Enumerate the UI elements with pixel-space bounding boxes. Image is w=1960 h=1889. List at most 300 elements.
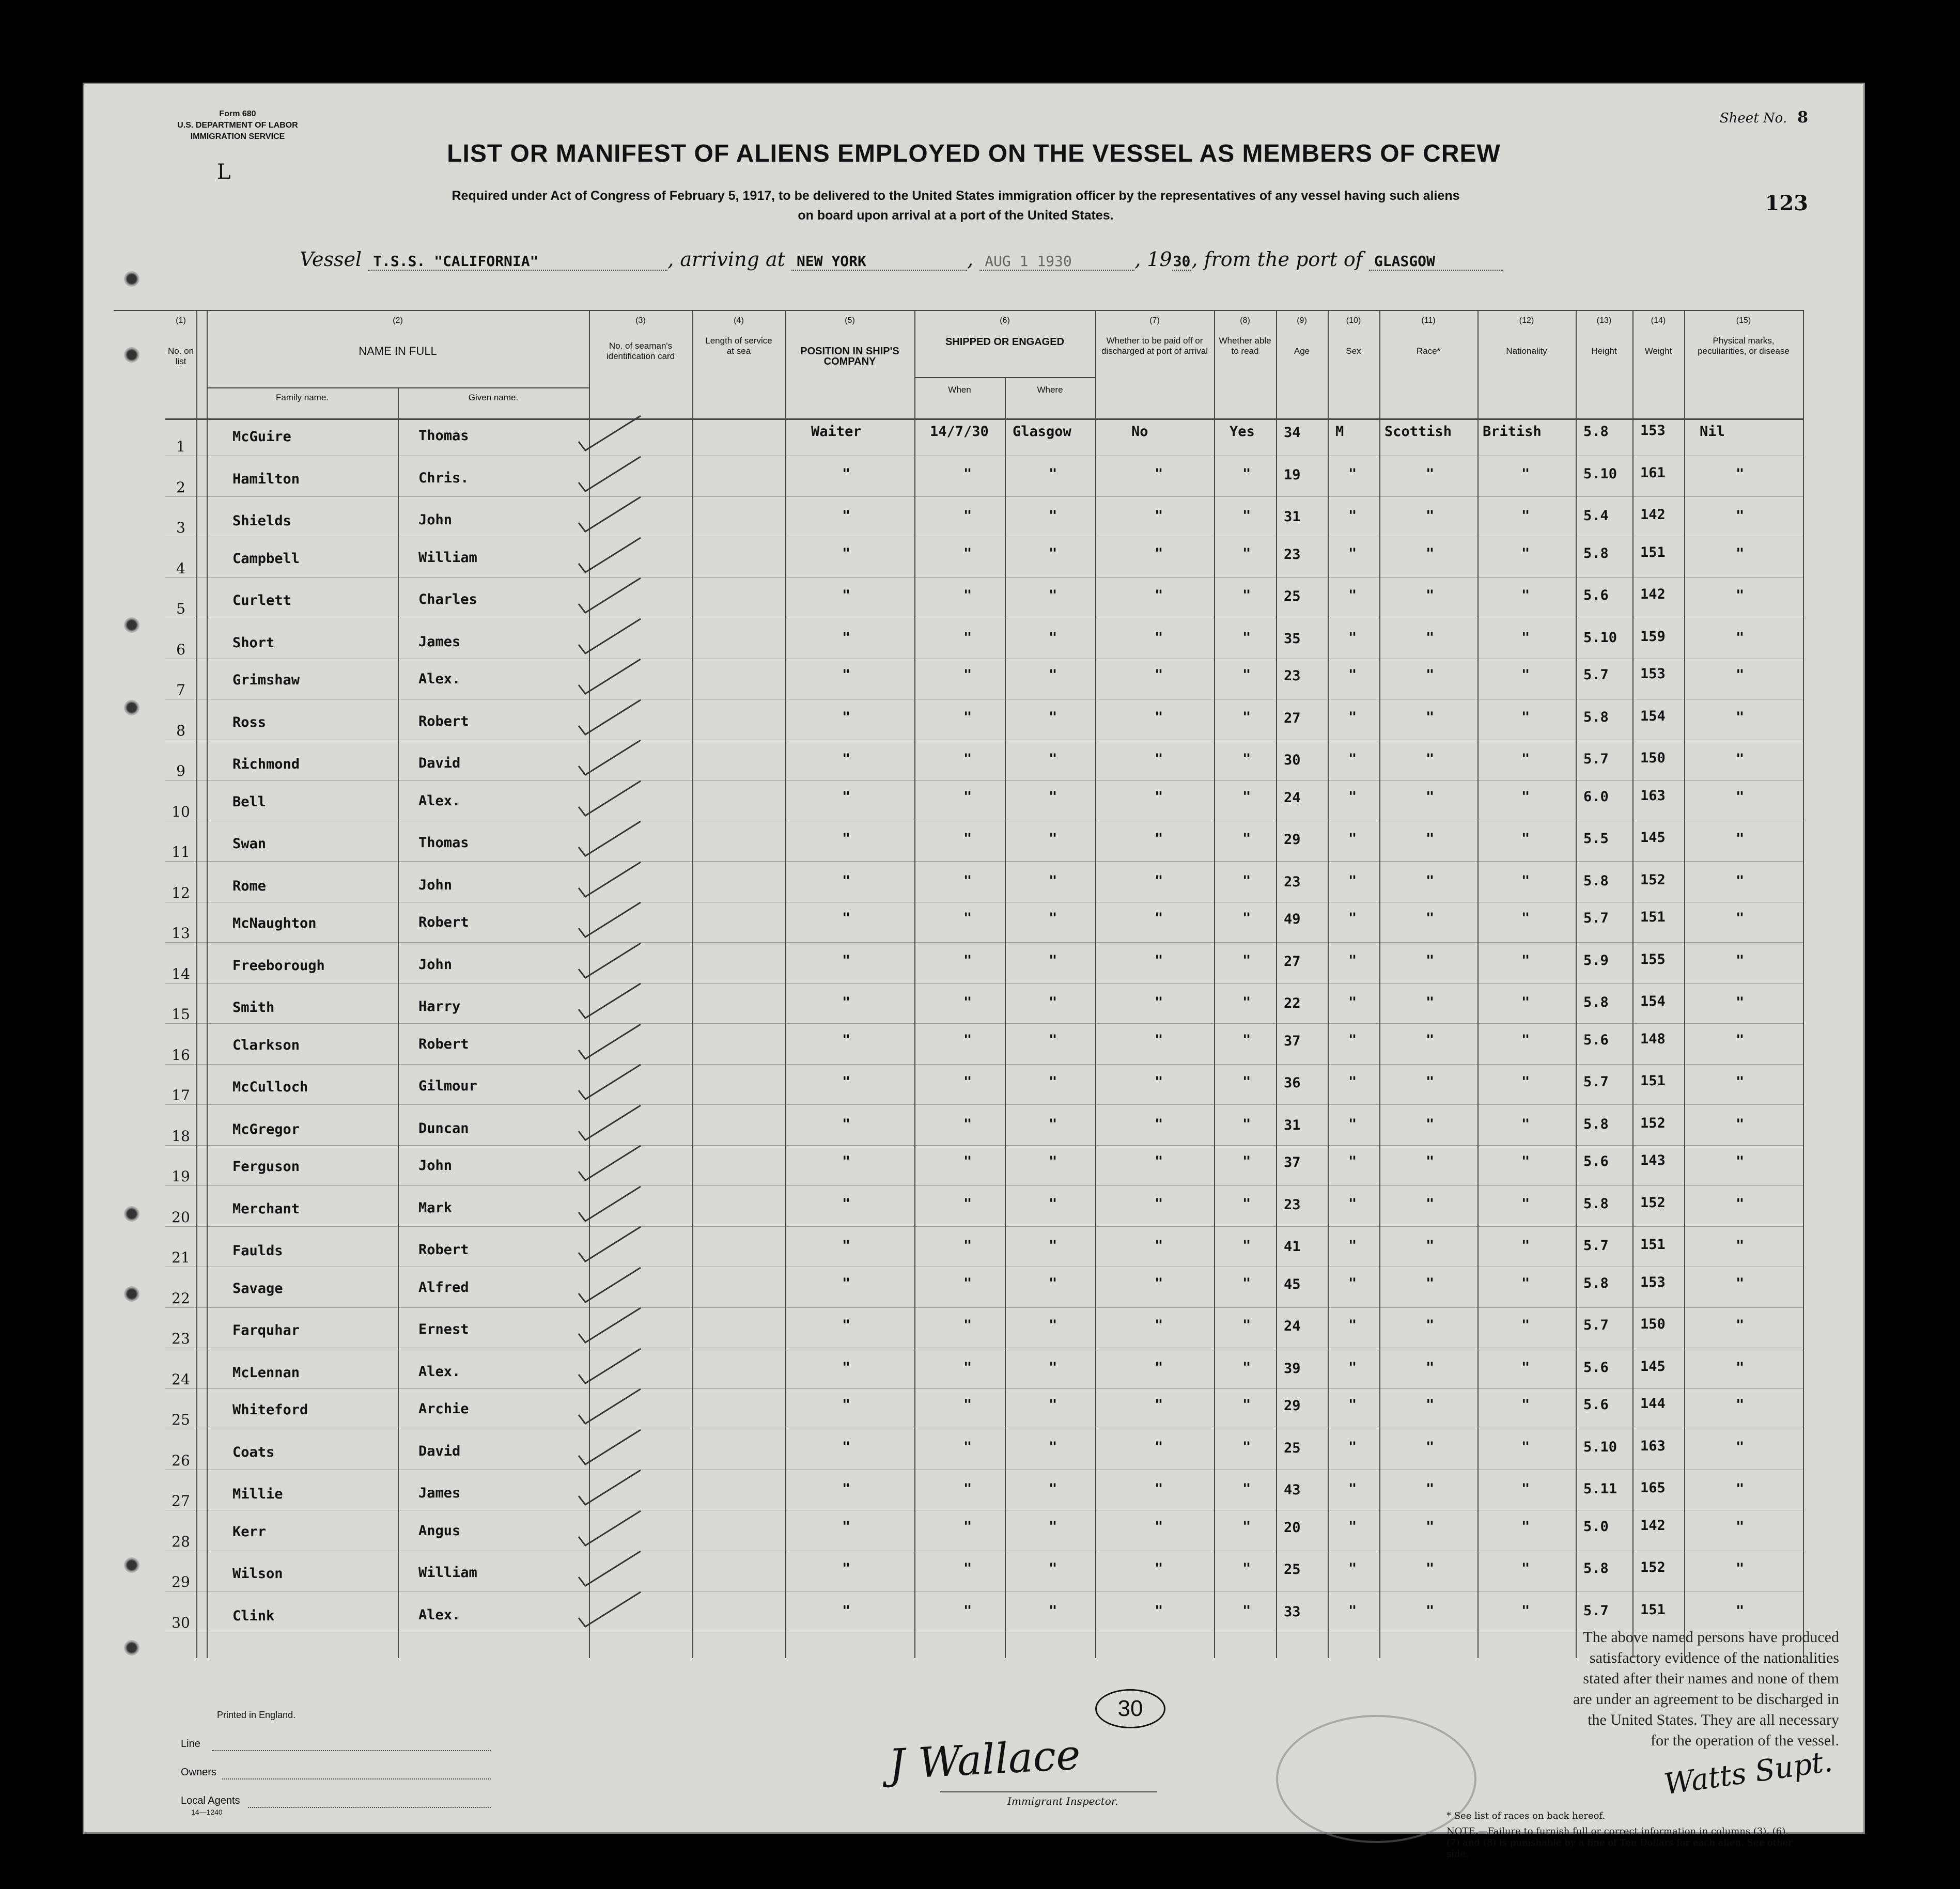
family-name: Grimshaw [232,672,300,688]
where-value: " [1049,1397,1057,1413]
weight-value: 151 [1640,1237,1666,1253]
when-value: " [963,1397,972,1413]
row-number: 22 [172,1289,190,1307]
position-value: " [842,709,851,725]
paid-off-value: " [1155,1359,1163,1376]
race-value: " [1426,1560,1435,1576]
marks-value: " [1736,751,1745,767]
local-agents-rule [248,1807,491,1808]
row-number: 8 [176,722,185,739]
weight-value: 151 [1640,1601,1666,1618]
height-value: 5.4 [1583,508,1609,524]
when-value: " [963,1602,972,1619]
id-card-check-mark [576,535,643,576]
read-value: " [1242,1275,1251,1291]
sex-value: " [1348,1359,1357,1376]
given-name: Thomas [418,835,469,851]
given-name: Robert [418,1242,469,1258]
col-num-4: (4) [734,316,744,325]
stamp-line: for the operation of the vessel. [1651,1732,1839,1749]
marks-value: " [1736,1032,1745,1048]
nationality-value: " [1521,1074,1530,1090]
nationality-value: " [1521,1195,1530,1212]
race-value: " [1426,788,1435,805]
read-value: " [1242,1602,1251,1619]
race-value: " [1426,545,1435,561]
weight-value: 151 [1640,909,1666,925]
header-length-service: Length of service at sea [705,336,772,356]
sheet-label: Sheet No. [1719,111,1787,126]
race-value: " [1426,1518,1435,1535]
weight-value: 152 [1640,1194,1666,1211]
when-value: " [963,1359,972,1376]
weight-value: 152 [1640,1559,1666,1575]
row-number: 19 [172,1168,190,1185]
position-value: " [842,788,851,805]
sex-value: " [1348,1602,1357,1619]
age-value: 34 [1284,425,1301,441]
where-value: Glasgow [1013,424,1071,440]
signature-rule [940,1791,1157,1792]
printed-in: Printed in England. [217,1710,296,1720]
col-num-15: (15) [1736,316,1751,325]
given-name: Alex. [418,792,461,809]
sex-value: " [1348,1116,1357,1132]
where-value: " [1049,1116,1057,1132]
nationality-value: " [1521,1518,1530,1535]
header-paid-off: Whether to be paid off or discharged at port of arrival [1101,336,1208,356]
page-title: LIST OR MANIFEST OF ALIENS EMPLOYED ON THE VESSEL AS MEMBERS OF CREW [447,140,1501,167]
sex-value: " [1348,872,1357,889]
nationality-value: " [1521,629,1530,646]
sex-value: " [1348,910,1357,926]
age-value: 29 [1284,1398,1301,1414]
row-rule [165,577,1803,578]
weight-value: 155 [1640,951,1666,967]
row-rule [165,1145,1803,1146]
when-value: " [963,1195,972,1212]
arriving-port: NEW YORK [791,253,967,271]
race-value: " [1426,994,1435,1010]
header-family-name: Family name. [275,393,329,402]
manifest-sheet [83,83,1865,1860]
row-number: 10 [172,803,190,820]
header-shipped: SHIPPED OR ENGAGED [945,336,1065,348]
id-card-check-mark [576,1468,643,1509]
age-value: 31 [1284,509,1301,525]
nationality-value: " [1521,1116,1530,1132]
nationality-declaration-stamp [1446,1627,1839,1751]
marks-value: " [1736,1238,1745,1254]
position-value: " [842,667,851,683]
marks-value: " [1736,1195,1745,1212]
nationality-value: " [1521,1317,1530,1333]
given-name: Ernest [418,1321,469,1337]
weight-value: 153 [1640,666,1666,682]
row-rule [165,1064,1803,1065]
position-value: " [842,910,851,926]
nationality-value: " [1521,994,1530,1010]
nationality-value: " [1521,872,1530,889]
col-num-11: (11) [1421,316,1436,325]
id-card-check-mark [576,1022,643,1063]
family-name: McGuire [232,429,291,445]
read-value: " [1242,1481,1251,1497]
height-value: 5.8 [1583,424,1609,440]
position-value: " [842,1275,851,1291]
race-value: " [1426,831,1435,847]
line-rule [212,1750,491,1751]
height-value: 5.6 [1583,1397,1609,1413]
age-value: 23 [1284,546,1301,563]
row-number: 1 [176,438,185,455]
where-value: " [1049,1359,1057,1376]
family-name: Campbell [232,550,300,567]
where-value: " [1049,1195,1057,1212]
column-rule [1379,310,1380,1658]
position-value: " [842,545,851,561]
col-num-12: (12) [1519,316,1534,325]
given-name: William [418,549,477,566]
column-rule [207,310,208,1658]
nationality-value: " [1521,831,1530,847]
id-card-check-mark [576,738,643,779]
where-value: " [1049,465,1057,482]
given-name: Angus [418,1522,461,1539]
row-number: 23 [172,1330,190,1347]
age-value: 45 [1284,1276,1301,1292]
when-value: " [963,952,972,969]
family-name: Freeborough [232,957,325,974]
id-card-check-mark [576,819,643,860]
header-nationality: Nationality [1506,346,1547,356]
age-value: 23 [1284,1196,1301,1213]
height-value: 5.8 [1583,709,1609,725]
weight-value: 153 [1640,1274,1666,1290]
where-value: " [1049,788,1057,805]
sex-value: " [1348,1481,1357,1497]
position-value: " [842,1481,851,1497]
race-value: " [1426,1074,1435,1090]
paid-off-value: " [1155,1195,1163,1212]
given-name: James [418,1485,461,1501]
when-value: " [963,1238,972,1254]
age-value: 49 [1284,911,1301,927]
when-value: " [963,629,972,646]
family-name: Ross [232,714,267,730]
read-value: Yes [1230,424,1255,440]
family-name: McGregor [232,1121,300,1137]
family-name: Bell [232,793,267,810]
age-value: 24 [1284,1318,1301,1334]
when-value: " [963,910,972,926]
position-value: " [842,629,851,646]
when-value: " [963,465,972,482]
family-name: Coats [232,1444,275,1460]
family-name: Curlett [232,592,291,608]
id-card-check-mark [576,1386,643,1428]
height-value: 5.8 [1583,1560,1609,1576]
column-rule [1095,310,1096,1658]
paid-off-value: " [1155,1074,1163,1090]
weight-value: 150 [1640,1316,1666,1332]
header-no-on-list: No. on list [167,346,194,366]
age-value: 41 [1284,1239,1301,1255]
given-name: Robert [418,914,469,930]
weight-value: 159 [1640,628,1666,645]
where-value: " [1049,1153,1057,1169]
marks-value: " [1736,1602,1745,1619]
given-name: Alex. [418,1363,461,1380]
header-bottom-rule [165,418,1803,420]
where-value: " [1049,910,1057,926]
row-number: 25 [172,1411,190,1428]
paid-off-value: " [1155,1153,1163,1169]
position-value: " [842,1116,851,1132]
punch-hole [124,700,139,715]
paid-off-value: " [1155,910,1163,926]
sex-value: " [1348,952,1357,969]
age-value: 25 [1284,1440,1301,1456]
page-number: 123 [1765,191,1808,215]
position-value: " [842,952,851,969]
vessel-name: T.S.S. "CALIFORNIA" [368,253,667,271]
when-value: " [963,587,972,603]
row-number: 3 [176,519,185,536]
where-value: " [1049,667,1057,683]
where-value: " [1049,629,1057,646]
nationality-value: " [1521,1439,1530,1455]
weight-value: 150 [1640,750,1666,766]
weight-value: 143 [1640,1152,1666,1168]
age-value: 25 [1284,1562,1301,1578]
where-value: " [1049,952,1057,969]
nationality-value: " [1521,1359,1530,1376]
departure-port: GLASGOW [1369,253,1503,271]
nationality-value: " [1521,465,1530,482]
nationality-value: " [1521,1602,1530,1619]
marks-value: " [1736,1074,1745,1090]
subtitle-line-1: Required under Act of Congress of February 5, 1917, to be delivered to the United States immigration officer by the representatives of any vessel having such aliens [452,189,1460,203]
read-value: " [1242,709,1251,725]
id-card-check-mark [576,1427,643,1469]
paid-off-value: " [1155,1560,1163,1576]
height-value: 5.10 [1583,465,1617,482]
family-name: Shields [232,513,291,529]
row-rule [165,496,1803,497]
weight-value: 163 [1640,787,1666,804]
sex-value: " [1348,1518,1357,1535]
paid-off-value: " [1155,508,1163,524]
where-value: " [1049,1481,1057,1497]
fine-note: NOTE.—Failure to furnish full or correct information in columns (3), (6), (7) and (8) is punishable by a fine of Ten Dollars for each alien. See other side. [1446,1826,1793,1860]
id-card-check-mark [576,575,643,617]
paid-off-value: " [1155,994,1163,1010]
read-value: " [1242,751,1251,767]
stamp-line: satisfactory evidence of the nationalities [1589,1649,1839,1666]
id-card-check-mark [576,1265,643,1306]
column-rule [1005,377,1006,1658]
position-value: " [842,465,851,482]
where-value: " [1049,545,1057,561]
weight-value: 153 [1640,423,1666,439]
given-name: William [418,1565,477,1581]
row-rule [165,1104,1803,1105]
when-value: " [963,1481,972,1497]
given-name: John [418,877,453,893]
col-num-13: (13) [1596,316,1612,325]
weight-value: 151 [1640,1073,1666,1089]
header-marks: Physical marks, peculiarities, or disease [1698,336,1790,356]
paid-off-value: " [1155,952,1163,969]
sex-value: " [1348,1195,1357,1212]
sex-value: " [1348,465,1357,482]
form-identifier [145,108,331,143]
row-number: 13 [172,925,190,942]
local-agents-label: Local Agents [181,1795,240,1806]
read-value: " [1242,1560,1251,1576]
where-value: " [1049,1238,1057,1254]
position-value: " [842,587,851,603]
column-rule [692,310,693,1658]
race-value: " [1426,629,1435,646]
id-card-check-mark [576,454,643,495]
given-name: Duncan [418,1120,469,1136]
id-card-check-mark [576,1143,643,1184]
read-value: " [1242,1032,1251,1048]
family-name: Smith [232,1000,275,1016]
id-card-check-mark [576,1305,643,1347]
race-value: " [1426,1359,1435,1376]
age-value: 27 [1284,710,1301,726]
id-card-check-mark [576,1508,643,1550]
family-name: Farquhar [232,1322,300,1338]
service: IMMIGRATION SERVICE [190,132,285,141]
row-number: 16 [172,1046,190,1064]
column-rule [398,387,399,1658]
subtitle-line-2: on board upon arrival at a port of the United States. [798,208,1114,223]
paid-off-value: " [1155,587,1163,603]
header-weight: Weight [1644,346,1672,356]
age-value: 22 [1284,995,1301,1011]
given-name: James [418,633,461,650]
race-value: " [1426,1481,1435,1497]
department: U.S. DEPARTMENT OF LABOR [177,121,298,130]
when-value: " [963,831,972,847]
marks-value: " [1736,1518,1745,1535]
sex-value: M [1335,424,1344,440]
when-value: " [963,751,972,767]
age-value: 33 [1284,1603,1301,1620]
stamp-line: stated after their names and none of them [1583,1670,1839,1687]
id-card-check-mark [576,1346,643,1387]
when-value: " [963,709,972,725]
paid-off-value: " [1155,1602,1163,1619]
nationality-value: " [1521,751,1530,767]
age-value: 27 [1284,953,1301,970]
weight-value: 148 [1640,1031,1666,1047]
paid-off-value: " [1155,1317,1163,1333]
nationality-value: " [1521,910,1530,926]
paid-off-value: " [1155,1275,1163,1291]
height-value: 5.7 [1583,1238,1609,1254]
read-value: " [1242,1518,1251,1535]
height-value: 5.6 [1583,587,1609,603]
year-prefix: , 19 [1134,248,1172,271]
where-value: " [1049,1032,1057,1048]
weight-value: 142 [1640,507,1666,523]
height-value: 6.0 [1583,788,1609,805]
height-value: 5.9 [1583,952,1609,969]
stamp-line: the United States. They are all necessary [1588,1711,1839,1728]
race-value: " [1426,1439,1435,1455]
race-value: " [1426,587,1435,603]
id-card-check-mark [576,981,643,1022]
paid-off-value: " [1155,629,1163,646]
sex-value: " [1348,508,1357,524]
read-value: " [1242,1116,1251,1132]
punch-hole [124,617,139,633]
paid-off-value: " [1155,1116,1163,1132]
age-value: 31 [1284,1117,1301,1133]
weight-value: 161 [1640,464,1666,481]
age-value: 29 [1284,832,1301,848]
height-value: 5.11 [1583,1481,1617,1497]
when-value: " [963,1275,972,1291]
race-value: " [1426,1275,1435,1291]
header-given-name: Given name. [468,393,519,402]
height-value: 5.8 [1583,545,1609,561]
where-value: " [1049,1439,1057,1455]
marks-value: " [1736,1439,1745,1455]
column-rule [1477,310,1479,1658]
when-value: 14/7/30 [930,424,989,440]
sex-value: " [1348,1560,1357,1576]
row-number: 15 [172,1006,190,1023]
given-name: Gilmour [418,1078,477,1094]
row-number: 24 [172,1370,190,1388]
col-num-6: (6) [1000,316,1010,325]
position-value: " [842,1359,851,1376]
given-name: Alex. [418,671,461,687]
where-value: " [1049,831,1057,847]
race-value: " [1426,1032,1435,1048]
family-name: Clarkson [232,1037,300,1053]
id-card-check-mark [576,1589,643,1631]
row-number: 27 [172,1492,190,1509]
id-card-check-mark [576,657,643,698]
family-name: McLennan [232,1364,300,1381]
row-number: 30 [172,1614,190,1631]
given-name: David [418,755,461,771]
id-card-check-mark [576,1224,643,1266]
given-name: Robert [418,1036,469,1052]
height-value: 5.0 [1583,1518,1609,1535]
col-num-9: (9) [1297,316,1307,325]
family-name: Hamilton [232,471,300,487]
punch-hole [124,347,139,363]
weight-value: 144 [1640,1396,1666,1412]
position-value: " [842,1074,851,1090]
nationality-value: " [1521,1560,1530,1576]
read-value: " [1242,1439,1251,1455]
read-value: " [1242,1195,1251,1212]
weight-value: 165 [1640,1480,1666,1496]
nationality-value: " [1521,1032,1530,1048]
line-label: Line [181,1738,200,1750]
row-number: 4 [176,559,185,577]
paid-off-value: No [1131,424,1148,440]
